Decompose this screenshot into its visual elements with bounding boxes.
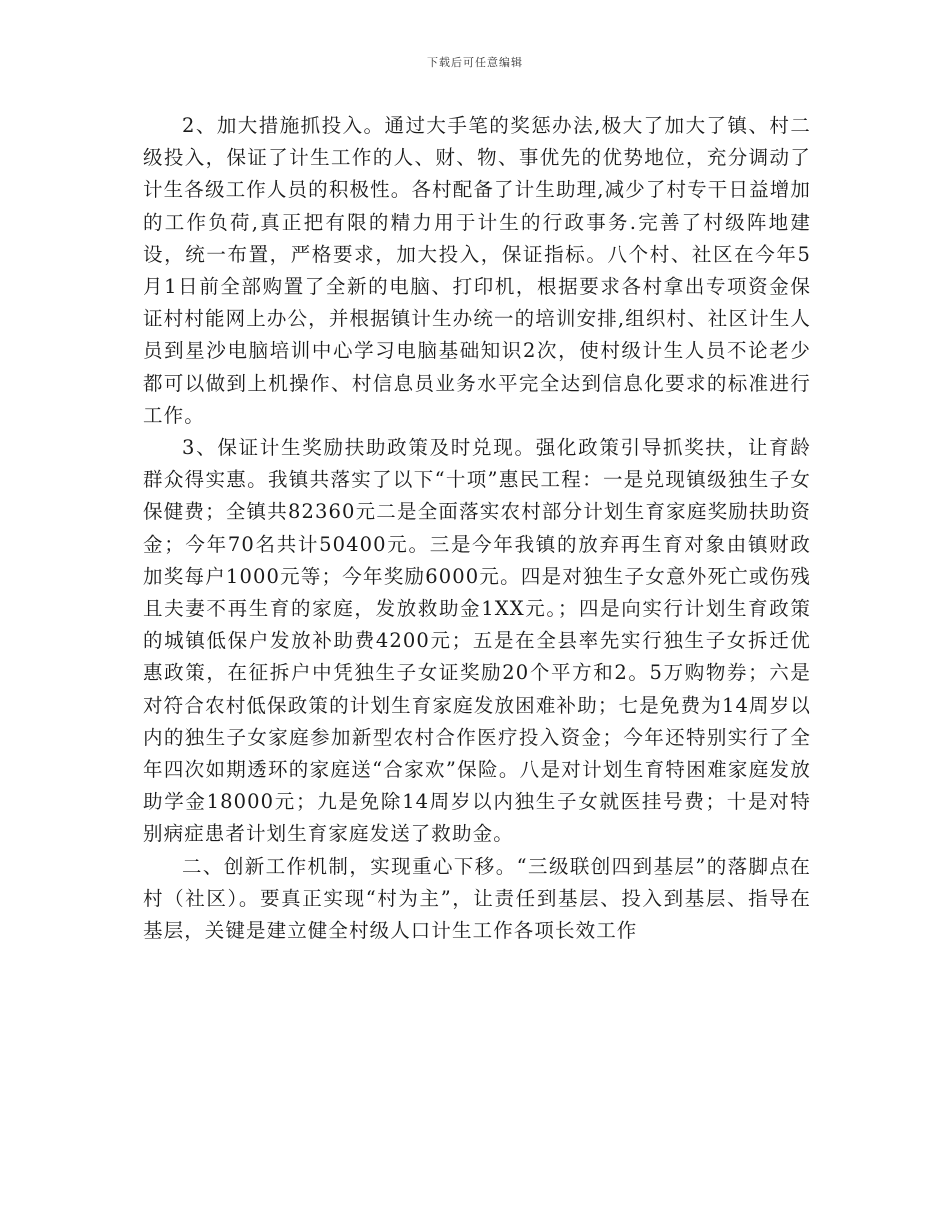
document-body	[143, 110, 811, 947]
paragraph-incentive-policy: 3、保证计生奖励扶助政策及时兑现。强化政策引导抓奖扶，让育龄群众得实惠。我镇共落实了以下“十项”惠民工程：一是兑现镇级独生子女保健费；全镇共82360元二是全面落实农村部分计划生育家庭奖励扶助资金；今年70名共计50400元。三是今年我镇的放弃再生育对象由镇财政加奖每户1000元等；今年奖励6000元。四是对独生子女意外死亡或伤残且夫妻不再生育的家庭，发放救助金1XX元。；四是向实行计划生育政策的城镇低保户发放补助费4200元；五是在全县率先实行独生子女拆迁优惠政策，在征拆户中凭独生子女证奖励20个平方和2。5万购物券；六是对符合农村低保政策的计划生育家庭发放困难补助；七是免费为14周岁以内的独生子女家庭参加新型农村合作医疗投入资金；今年还特别实行了全年四次如期透环的家庭送“合家欢”保险。八是对计划生育特困难家庭发放助学金18000元；九是免除14周岁以内独生子女就医挂号费；十是对特别病症患者计划生育家庭发送了救助金。	[143, 436, 811, 846]
page-header-note: 下载后可任意编辑	[427, 56, 523, 69]
paragraph-investment: 2、加大措施抓投入。通过大手笔的奖惩办法,极大了加大了镇、村二级投入，保证了计生工作的人、财、物、事优先的优势地位，充分调动了计生各级工作人员的积极性。各村配备了计生助理,减少了村专干日益增加的工作负荷,真正把有限的精力用于计生的行政事务.完善了村级阵地建设，统一布置，严格要求，加大投入，保证指标。八个村、社区在今年5月1日前全部购置了全新的电脑、打印机，根据要求各村拿出专项资金保证村村能网上办公，并根据镇计生办统一的培训安排,组织村、社区计生人员到星沙电脑培训中心学习电脑基础知识2次，使村级计生人员不论老少都可以做到上机操作、村信息员业务水平完全达到信息化要求的标准进行工作。	[143, 114, 811, 427]
paragraph-work-mechanism: 二、创新工作机制，实现重心下移。“三级联创四到基层”的落脚点在村（社区）。要真正实现“村为主”，让责任到基层、投入到基层、指导在基层，关键是建立健全村级人口计生工作各项长效工作	[143, 854, 811, 943]
